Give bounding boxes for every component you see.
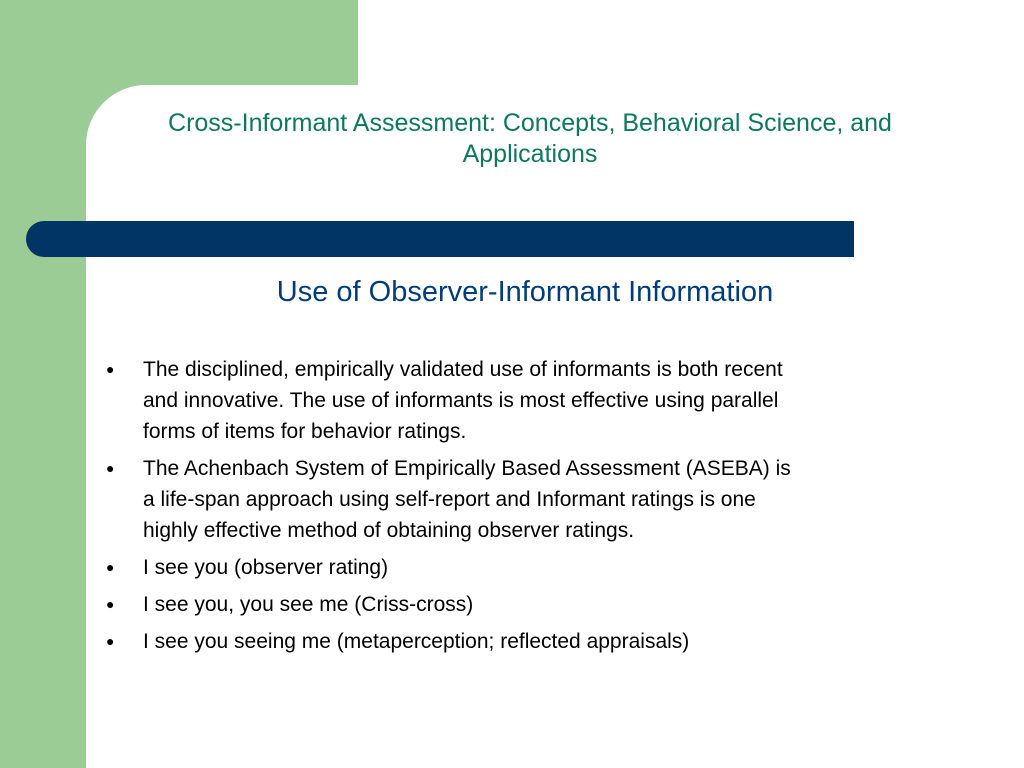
bullet-icon: ● xyxy=(106,559,115,575)
bullet-list xyxy=(100,354,950,663)
bullet-icon: ● xyxy=(106,596,115,612)
bullet-item xyxy=(100,626,950,657)
bullet-text-line: highly effective method of obtaining observer ratings. xyxy=(143,519,635,542)
bullet-icon: ● xyxy=(106,361,115,377)
bullet-text-line: a life-span approach using self-report and Informant ratings is one xyxy=(143,488,756,511)
bullet-text-line: and innovative. The use of informants is most effective using parallel xyxy=(143,389,779,412)
slide-title-line-1: Cross-Informant Assessment: Concepts, Behavioral Science, and xyxy=(168,109,892,137)
title-divider-bar xyxy=(26,221,854,257)
bullet-text-line: I see you, you see me (Criss-cross) xyxy=(143,593,474,616)
bullet-text-line: I see you seeing me (metaperception; reflected appraisals) xyxy=(143,630,690,653)
bullet-text-line: The disciplined, empirically validated use of informants is both recent xyxy=(143,358,783,381)
bullet-text-line: The Achenbach System of Empirically Based Assessment (ASEBA) is xyxy=(143,457,791,480)
bullet-icon: ● xyxy=(106,460,115,476)
bullet-text-line: forms of items for behavior ratings. xyxy=(143,420,467,443)
bullet-item xyxy=(100,354,950,447)
bullet-text-line: I see you (observer rating) xyxy=(143,556,389,579)
slide-subtitle: Use of Observer-Informant Information xyxy=(276,276,774,308)
bullet-icon: ● xyxy=(106,633,115,649)
bullet-item xyxy=(100,453,950,546)
slide-title-line-2: Applications xyxy=(462,140,598,168)
slide-title xyxy=(100,108,960,170)
bullet-item xyxy=(100,589,950,620)
bullet-item xyxy=(100,552,950,583)
